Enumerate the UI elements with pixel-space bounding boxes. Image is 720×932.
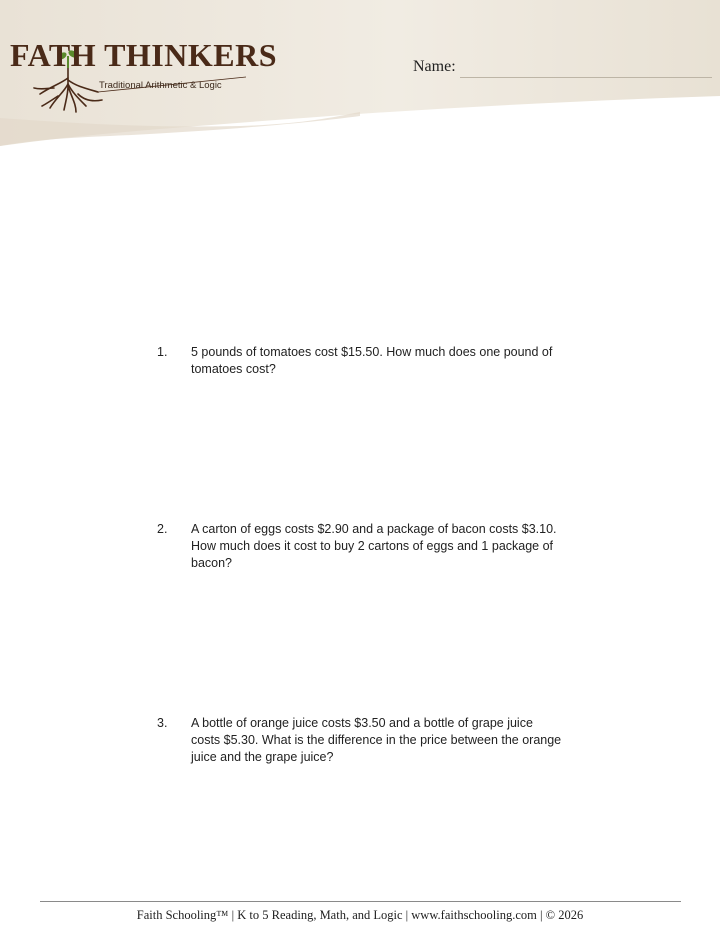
question-text: 5 pounds of tomatoes cost $15.50. How much does one pound of tomatoes cost? — [191, 345, 553, 376]
footer-text: Faith Schooling™ | K to 5 Reading, Math, and Logic | www.faithschooling.com | © 2026 — [136, 908, 584, 922]
name-label: Name: — [413, 58, 456, 75]
question-number: 3. — [157, 716, 168, 730]
logo-tagline: Traditional Arithmetic & Logic — [99, 80, 222, 91]
footer-divider — [40, 901, 681, 902]
logo-title-part2: TH THINKERS — [48, 37, 277, 73]
question-number: 1. — [157, 345, 168, 359]
logo-title-part1: FA — [10, 37, 49, 73]
faith-thinkers-logo — [6, 34, 277, 114]
question-text: A bottle of orange juice costs $3.50 and a bottle of grape juice costs $5.30. What is the difference in the price between the orange juice and the grape juice? — [191, 716, 562, 764]
logo-title — [10, 38, 277, 72]
question-number: 2. — [157, 522, 168, 536]
question-text: A carton of eggs costs $2.90 and a package of bacon costs $3.10. How much does it cost to buy 2 cartons of eggs and 1 package of bacon? — [191, 522, 557, 570]
name-input-line[interactable] — [460, 77, 712, 78]
